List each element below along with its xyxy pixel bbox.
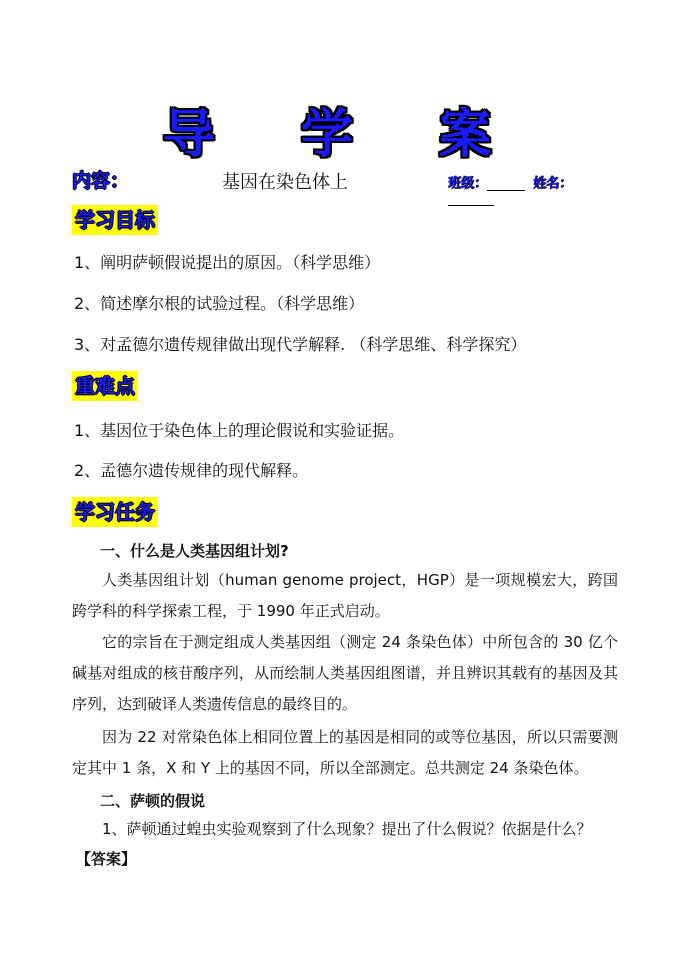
question: 1、萨顿通过蝗虫实验观察到了什么现象？提出了什么假说？依据是什么？ (102, 820, 592, 838)
goal-item: 3、对孟德尔遗传规律做出现代学解释. （科学思维、科学探究） (74, 335, 527, 354)
goal-item: 2、简述摩尔根的试验过程。（科学思维） (74, 294, 365, 313)
paragraph: 它的宗旨在于测定组成人类基因组（测定 24 条染色体）中所包含的 30 亿个碱基对组成的核苷酸序列，从而绘制人类基因组图谱，并且辨识其载有的基因及其序列，达到破译人类遗传信息的最终目的。 (72, 633, 618, 713)
keypoint-item: 1、基因位于染色体上的理论假说和实验证据。 (74, 421, 405, 440)
paragraph: 人类基因组计划（human genome project，HGP）是一项规模宏大，跨国跨学科的科学探索工程，于 1990 年正式启动。 (72, 571, 618, 620)
topic-title: 基因在染色体上 (222, 172, 348, 193)
subsection-title: 一、什么是人类基因组计划? (100, 542, 289, 560)
class-name-fields (448, 172, 612, 206)
name-blank[interactable] (448, 205, 494, 206)
paragraph: 因为 22 对常染色体上相同位置上的基因是相同的或等位基因，所以只需要测定其中 1 条，X 和 Y 上的基因不同，所以全部测定。总共测定 24 条染色体。 (72, 728, 618, 777)
header-row (72, 166, 612, 194)
class-label: 班级： (448, 176, 488, 191)
page-title: 导 学 案 (162, 105, 526, 165)
subsection-title: 二、萨顿的假说 (100, 792, 206, 810)
content-label: 内容： (72, 170, 130, 192)
section-tasks-heading: 学习任务 (72, 497, 158, 527)
name-label: 姓名： (533, 176, 573, 191)
keypoint-item: 2、孟德尔遗传规律的现代解释。 (74, 461, 309, 480)
section-goals-heading: 学习目标 (72, 205, 158, 235)
answer-label: 【答案】 (76, 850, 137, 868)
class-blank[interactable] (487, 190, 525, 191)
goal-item: 1、阐明萨顿假说提出的原因。（科学思维） (74, 253, 381, 272)
section-keypoints-heading: 重难点 (72, 371, 138, 401)
